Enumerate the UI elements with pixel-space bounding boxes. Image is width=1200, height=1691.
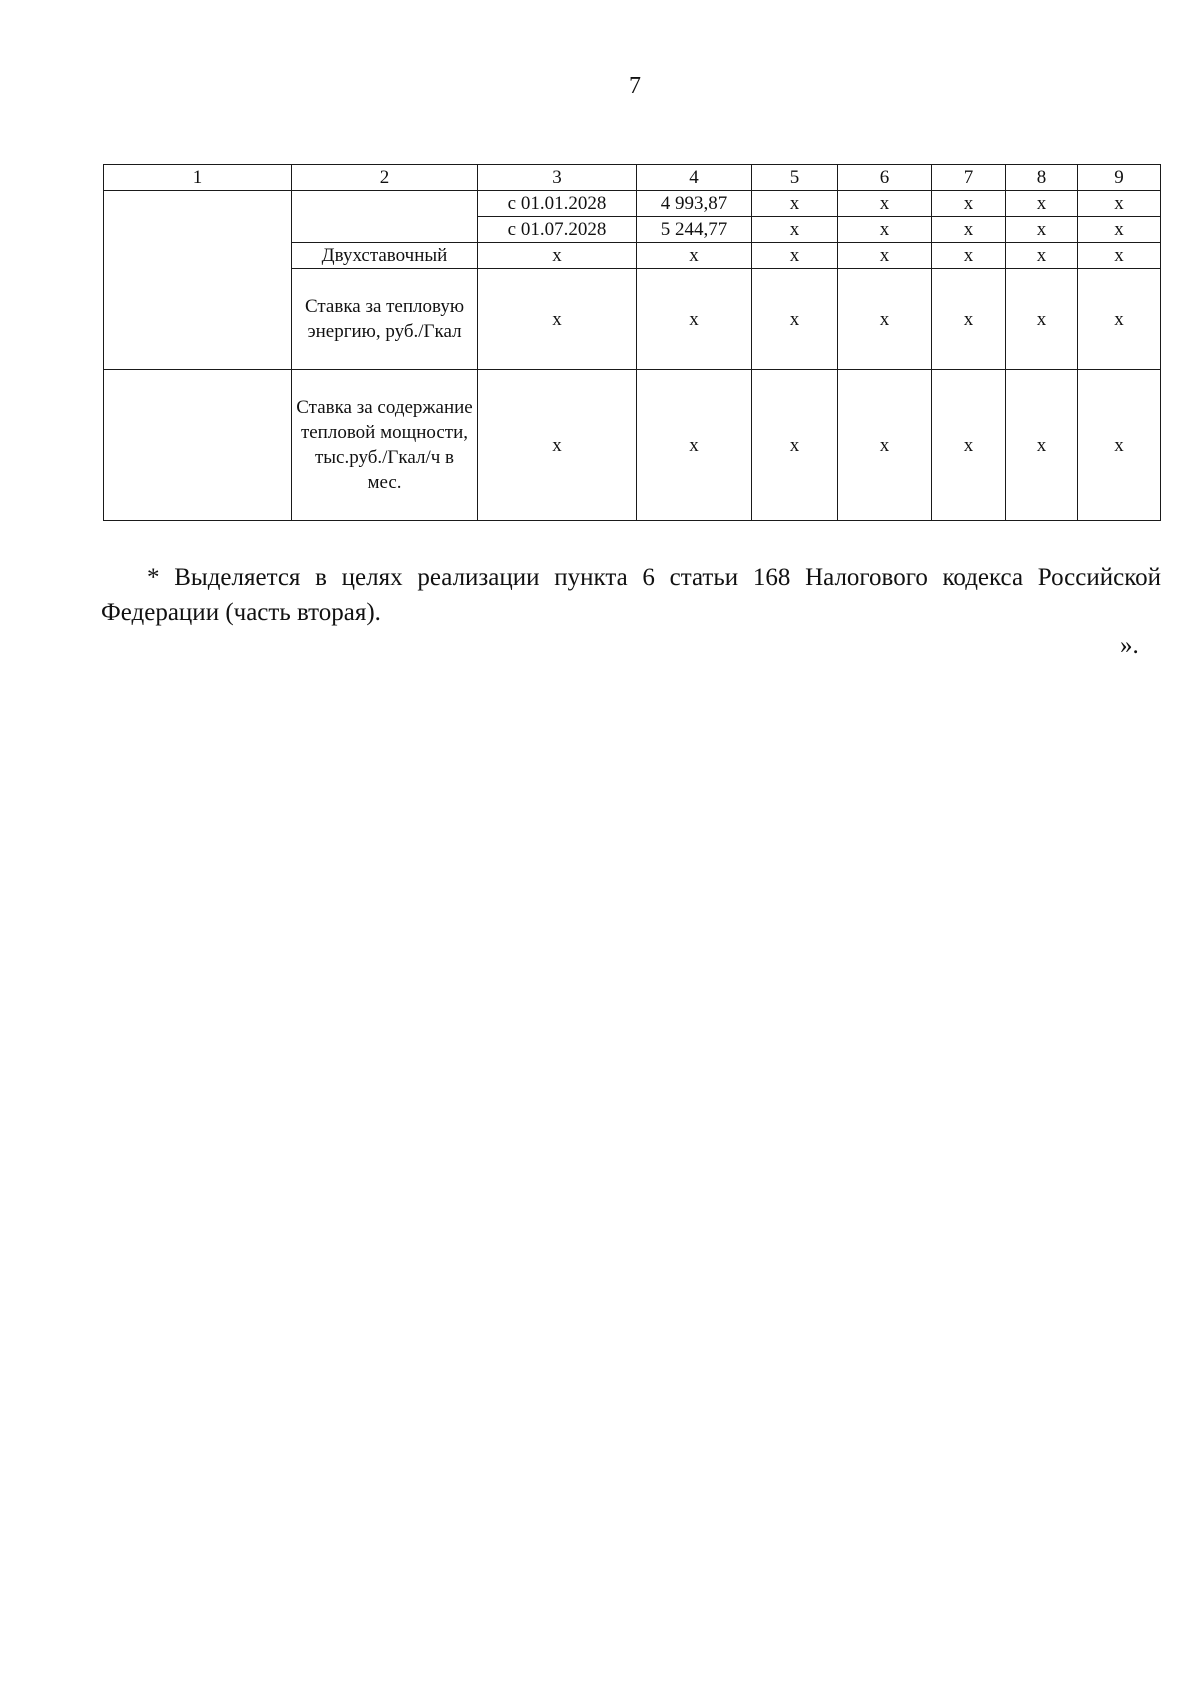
table-cell: х — [838, 243, 932, 269]
table-cell: х — [637, 243, 752, 269]
header-cell: 2 — [292, 165, 478, 191]
header-cell: 7 — [932, 165, 1006, 191]
table-cell: х — [752, 243, 838, 269]
table-cell: х — [838, 370, 932, 521]
table-cell: х — [838, 191, 932, 217]
table-cell: х — [932, 269, 1006, 370]
table-cell: х — [932, 370, 1006, 521]
table-row — [104, 370, 1161, 521]
table-cell-capacity-rate: Ставка за содержание тепловой мощности, тыс.руб./Гкал/ч в мес. — [292, 370, 478, 521]
table-cell: х — [932, 191, 1006, 217]
table-cell: х — [1078, 191, 1161, 217]
table-cell: х — [1006, 217, 1078, 243]
closing-quote: ». — [1120, 632, 1139, 659]
table-cell-date: с 01.07.2028 — [478, 217, 637, 243]
table-cell: х — [637, 370, 752, 521]
header-cell: 5 — [752, 165, 838, 191]
header-cell: 1 — [104, 165, 292, 191]
table-cell: х — [752, 370, 838, 521]
table-row — [104, 191, 1161, 217]
table-cell-col1 — [104, 370, 292, 521]
table-cell: х — [478, 370, 637, 521]
table-cell-col1 — [104, 191, 292, 370]
table-cell: х — [1006, 243, 1078, 269]
table-cell: х — [1078, 217, 1161, 243]
header-cell: 8 — [1006, 165, 1078, 191]
table-cell: х — [1006, 370, 1078, 521]
tariff-table — [103, 164, 1161, 521]
table-cell-tariff-type: Двухставочный — [292, 243, 478, 269]
table-cell: х — [637, 269, 752, 370]
table-cell: х — [1006, 191, 1078, 217]
header-cell: 3 — [478, 165, 637, 191]
table-cell-date: с 01.01.2028 — [478, 191, 637, 217]
table-cell: х — [838, 269, 932, 370]
table-cell: х — [478, 269, 637, 370]
table-cell: х — [1078, 269, 1161, 370]
table-cell-col2 — [292, 191, 478, 243]
table-cell: х — [1006, 269, 1078, 370]
table-cell-energy-rate: Ставка за тепловую энергию, руб./Гкал — [292, 269, 478, 370]
table-header-row — [104, 165, 1161, 191]
page-number: 7 — [629, 73, 641, 99]
header-cell: 6 — [838, 165, 932, 191]
table-cell-value: 4 993,87 — [637, 191, 752, 217]
table-cell: х — [752, 191, 838, 217]
table-cell: х — [838, 217, 932, 243]
table-cell: х — [1078, 243, 1161, 269]
table-cell: х — [932, 217, 1006, 243]
table-cell-value: 5 244,77 — [637, 217, 752, 243]
table-cell: х — [932, 243, 1006, 269]
table-cell: х — [752, 269, 838, 370]
header-cell: 4 — [637, 165, 752, 191]
table-cell: х — [752, 217, 838, 243]
footnote-text: * Выделяется в целях реализации пункта 6 статьи 168 Налогового кодекса Российской Федерации (часть вторая). — [101, 564, 1161, 626]
footnote — [101, 560, 1161, 630]
table-cell: х — [1078, 370, 1161, 521]
header-cell: 9 — [1078, 165, 1161, 191]
table-cell: х — [478, 243, 637, 269]
